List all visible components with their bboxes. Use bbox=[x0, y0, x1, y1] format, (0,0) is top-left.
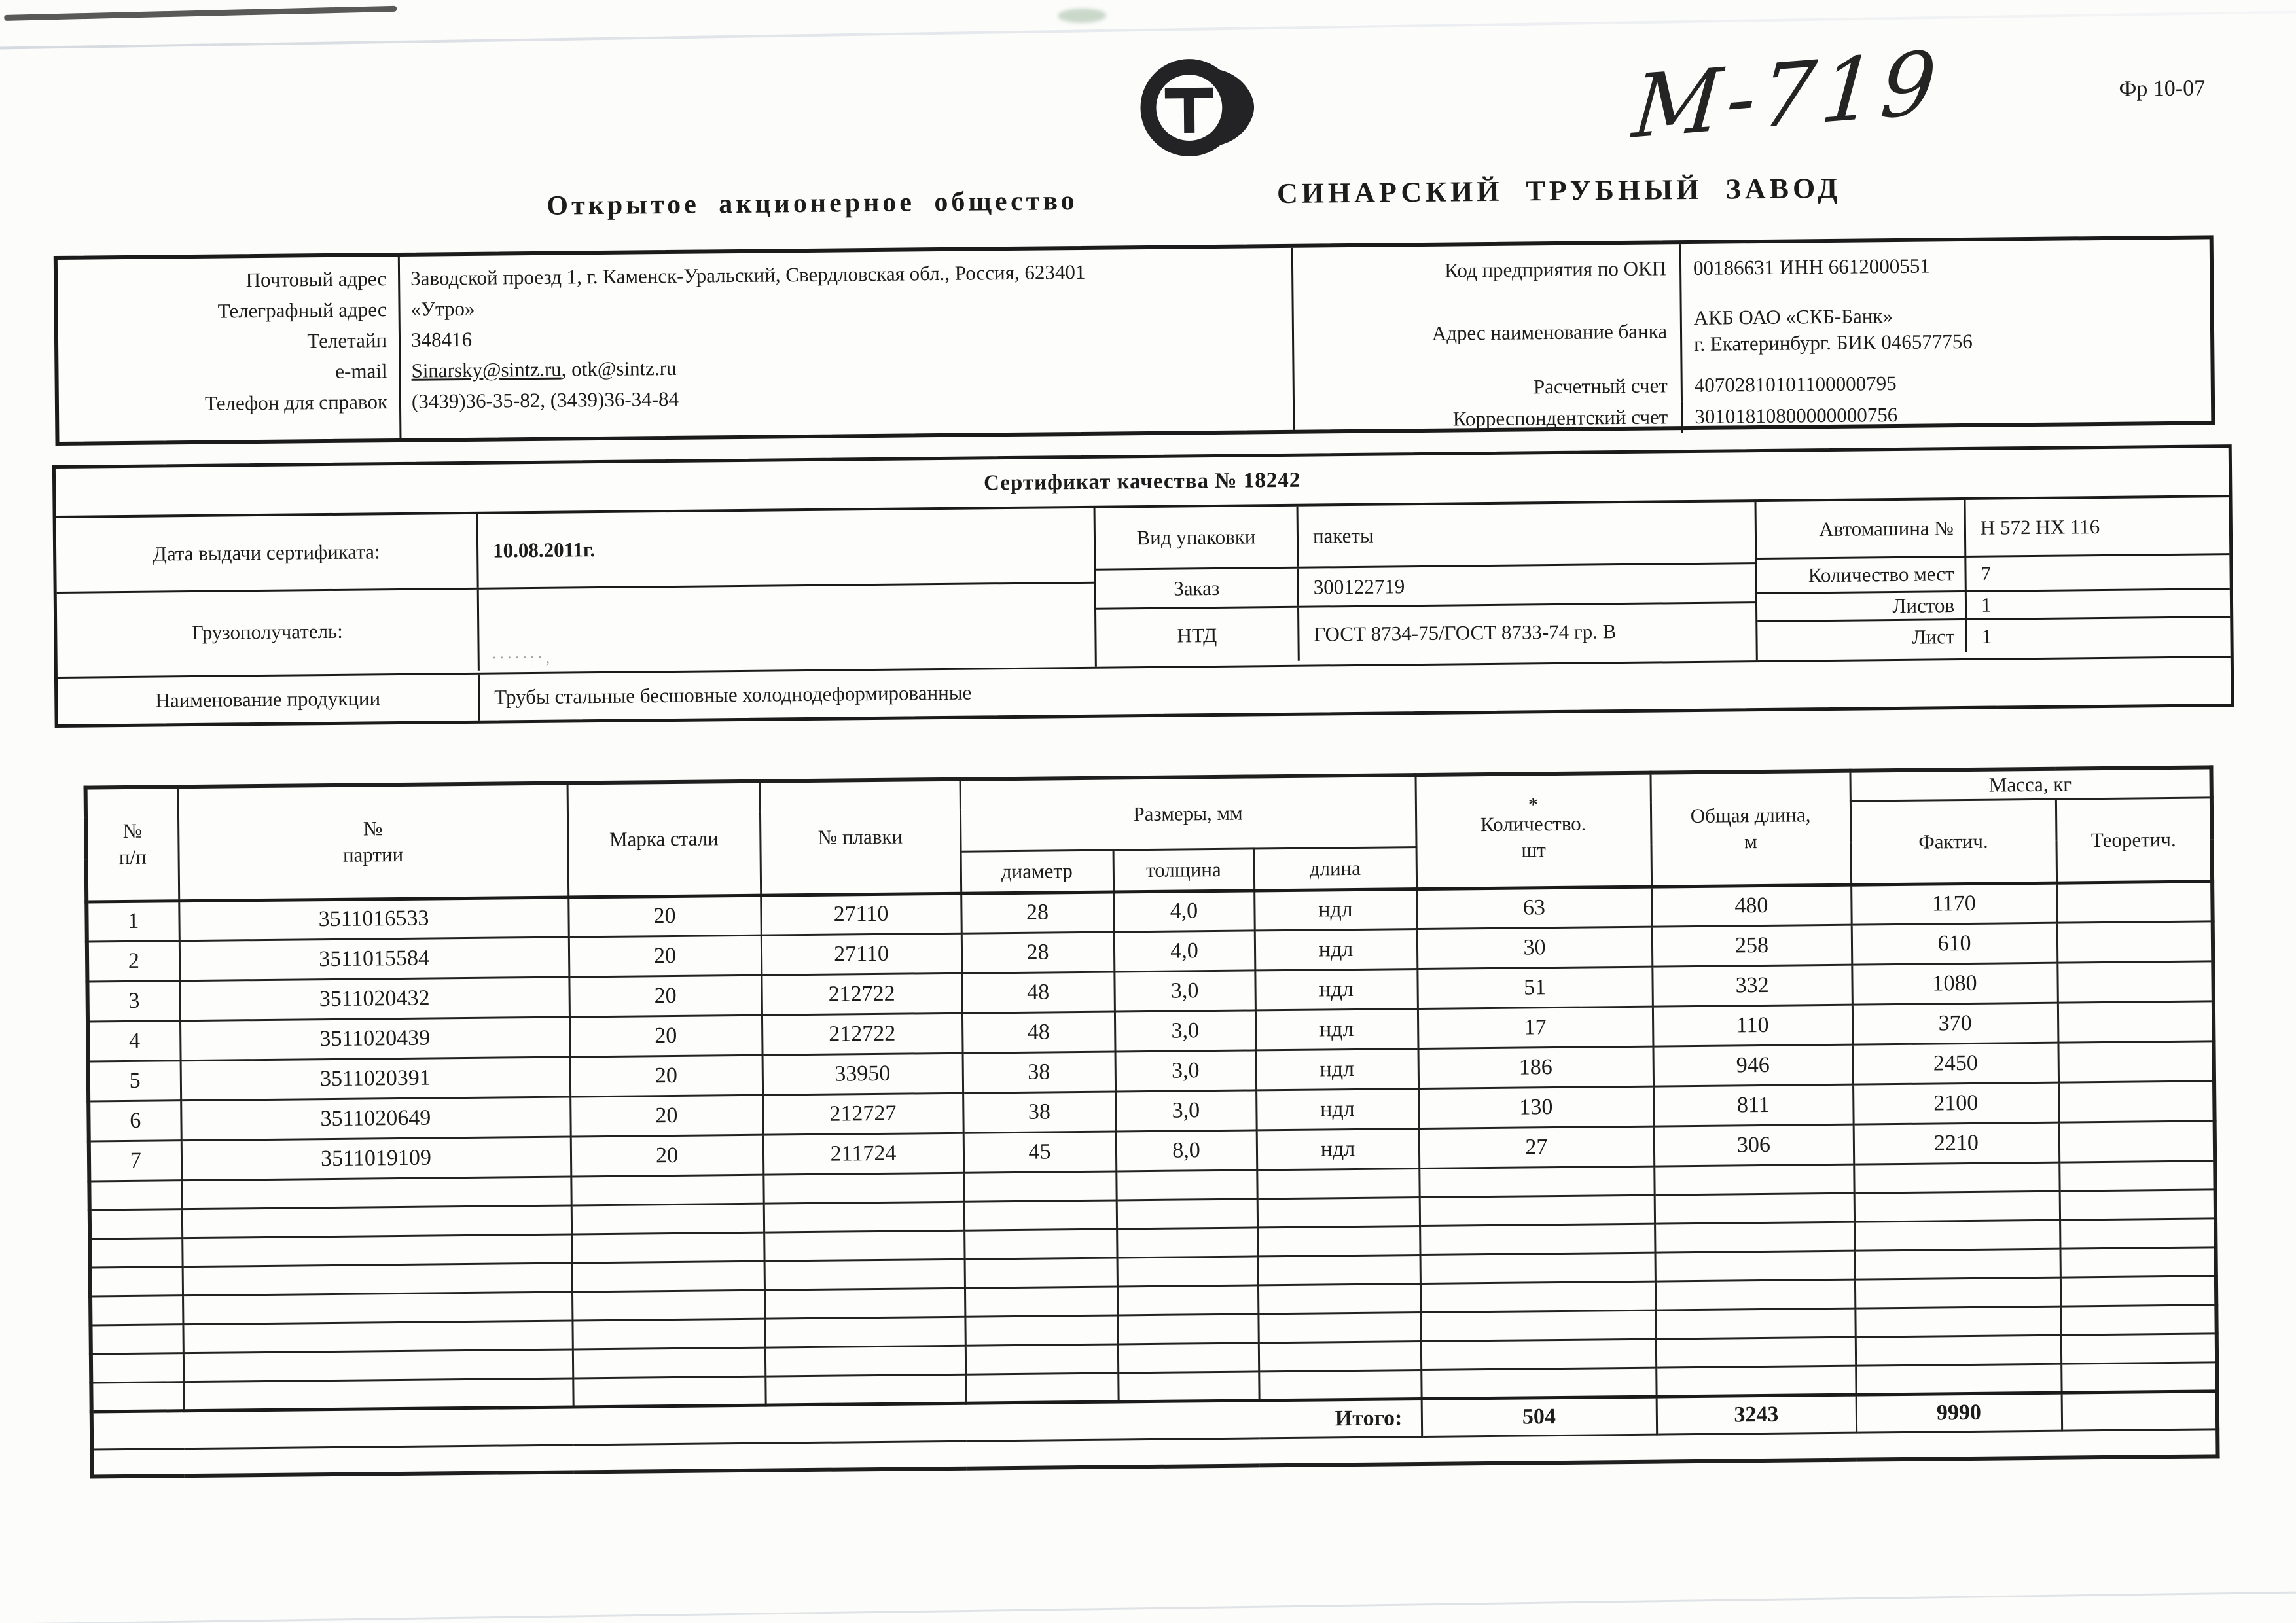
table-cell: 3511019109 bbox=[181, 1136, 571, 1180]
table-cell bbox=[764, 1202, 964, 1232]
bank-name-text: АКБ ОАО «СКБ-Банк» bbox=[1693, 304, 1893, 329]
table-cell bbox=[1258, 1283, 1420, 1313]
table-cell bbox=[2059, 1120, 2215, 1162]
table-cell: 610 bbox=[1852, 923, 2058, 965]
sheets-value: 1 bbox=[1965, 590, 2230, 618]
certificate-block bbox=[52, 444, 2234, 728]
pipes-table bbox=[84, 765, 2220, 1478]
table-cell: 51 bbox=[1417, 967, 1653, 1008]
table-cell bbox=[90, 1266, 183, 1296]
table-cell: ндл bbox=[1254, 889, 1417, 930]
contact-values-column bbox=[398, 248, 1293, 438]
table-cell: 2100 bbox=[1853, 1082, 2059, 1124]
table-cell: 27 bbox=[1419, 1126, 1655, 1168]
table-cell bbox=[1258, 1312, 1420, 1342]
totals-label: Итого: bbox=[92, 1399, 1422, 1450]
table-cell: 3 bbox=[87, 980, 180, 1021]
table-cell bbox=[1116, 1169, 1257, 1200]
table-cell: 3511020649 bbox=[181, 1096, 571, 1140]
table-cell bbox=[1854, 1191, 2060, 1222]
table-cell bbox=[1259, 1370, 1421, 1400]
table-cell bbox=[1654, 1164, 1854, 1195]
order-value: 300122719 bbox=[1297, 564, 1755, 606]
table-cell bbox=[1656, 1337, 1856, 1368]
places-row bbox=[1757, 553, 2229, 592]
table-cell bbox=[183, 1291, 572, 1324]
table-cell bbox=[1257, 1197, 1420, 1227]
table-cell: 1170 bbox=[1851, 883, 2057, 925]
table-cell bbox=[90, 1295, 183, 1325]
table-cell bbox=[1855, 1277, 2060, 1308]
col-header-num: № п/п bbox=[86, 787, 179, 901]
table-cell bbox=[572, 1261, 764, 1292]
table-cell bbox=[90, 1238, 182, 1267]
table-cell bbox=[2058, 1001, 2214, 1042]
table-cell: 4,0 bbox=[1113, 890, 1255, 931]
table-cell bbox=[965, 1315, 1117, 1345]
table-cell bbox=[89, 1180, 181, 1209]
table-cell: 332 bbox=[1652, 965, 1852, 1007]
table-cell bbox=[965, 1372, 1118, 1402]
consignee-row bbox=[57, 582, 1095, 675]
table-cell bbox=[964, 1228, 1117, 1258]
table-cell: 211724 bbox=[763, 1133, 964, 1175]
table-cell: 212722 bbox=[762, 1013, 963, 1055]
table-cell: 7 bbox=[89, 1140, 182, 1181]
table-cell bbox=[91, 1382, 183, 1411]
table-cell bbox=[1854, 1220, 2060, 1251]
table-cell: 811 bbox=[1653, 1084, 1854, 1126]
col-header-steel: Марка стали bbox=[567, 781, 761, 897]
table-cell bbox=[1420, 1195, 1655, 1226]
table-cell: 28 bbox=[961, 932, 1115, 973]
correspondent-account-value bbox=[1681, 396, 2211, 433]
certificate-title: Сертификат качества № 18242 bbox=[56, 448, 2229, 518]
table-cell bbox=[2059, 1160, 2215, 1190]
table-cell: 186 bbox=[1418, 1046, 1653, 1088]
col-header-sizes: Размеры, мм bbox=[960, 775, 1416, 851]
col-header-qty bbox=[1415, 773, 1651, 889]
bank-label: Корреспондентский счет bbox=[1452, 405, 1668, 431]
phone-numbers: (3439)36-35-82, (3439)36-34-84 bbox=[411, 387, 679, 413]
table-cell bbox=[2061, 1362, 2217, 1392]
table-cell bbox=[965, 1286, 1117, 1316]
table-cell bbox=[2060, 1189, 2215, 1219]
contact-label: Телеграфный адрес bbox=[217, 298, 387, 323]
col-header-length: длина bbox=[1254, 847, 1417, 890]
table-cell: 946 bbox=[1653, 1044, 1853, 1086]
contact-label: Телетайп bbox=[307, 329, 387, 353]
table-cell bbox=[1257, 1168, 1419, 1198]
bank-city-bik-text: г. Екатеринбург. БИК 046577756 bbox=[1694, 329, 1973, 355]
totals-mass-fact: 9990 bbox=[1856, 1393, 2062, 1433]
table-cell: 3511020439 bbox=[180, 1017, 570, 1061]
sheet-row bbox=[1757, 616, 2230, 654]
table-cell bbox=[573, 1347, 765, 1378]
ntd-value: ГОСТ 8734-75/ГОСТ 8733-74 гр. В bbox=[1297, 603, 1756, 661]
pipe-table-empty-rows bbox=[89, 1160, 2217, 1411]
table-cell: 130 bbox=[1418, 1086, 1654, 1128]
table-cell: 3511015584 bbox=[179, 937, 569, 981]
product-value: Трубы стальные бесшовные холоднодеформированные bbox=[478, 658, 2231, 721]
table-cell bbox=[1655, 1222, 1854, 1253]
table-cell: 1080 bbox=[1852, 963, 2058, 1005]
table-cell: 38 bbox=[963, 1052, 1116, 1093]
totals-length: 3243 bbox=[1657, 1395, 1857, 1435]
table-cell: 33950 bbox=[762, 1053, 963, 1095]
table-cell bbox=[1856, 1364, 2061, 1395]
packing-label: Вид упаковки bbox=[1136, 525, 1256, 550]
table-cell bbox=[2060, 1218, 2215, 1248]
table-cell bbox=[571, 1204, 764, 1234]
table-cell: 20 bbox=[568, 895, 761, 937]
table-cell: 30 bbox=[1417, 927, 1653, 969]
product-label: Наименование продукции bbox=[155, 687, 381, 712]
table-cell bbox=[964, 1200, 1117, 1230]
totals-mass-theor bbox=[2062, 1391, 2218, 1430]
certificate-body bbox=[56, 497, 2231, 677]
table-cell bbox=[764, 1259, 965, 1290]
table-cell bbox=[1655, 1193, 1854, 1224]
table-cell bbox=[182, 1234, 571, 1266]
table-cell bbox=[1117, 1285, 1258, 1315]
table-cell bbox=[1655, 1308, 1855, 1339]
table-cell bbox=[764, 1230, 964, 1261]
table-cell bbox=[2060, 1304, 2216, 1334]
places-label: Количество мест bbox=[1808, 562, 1954, 587]
table-cell bbox=[1856, 1335, 2061, 1366]
table-cell: 370 bbox=[1852, 1003, 2058, 1044]
table-cell: 3,0 bbox=[1115, 1050, 1257, 1091]
certificate-right-group bbox=[1755, 497, 2231, 660]
table-cell bbox=[965, 1257, 1117, 1287]
scan-artifact: ·······‚ bbox=[491, 647, 553, 668]
table-cell: ндл bbox=[1255, 1008, 1418, 1050]
certificate-left-group bbox=[56, 508, 1095, 677]
sheet-value: 1 bbox=[1965, 618, 2230, 652]
totals-qty: 504 bbox=[1422, 1397, 1657, 1436]
certificate-middle-group bbox=[1094, 502, 1756, 667]
table-cell bbox=[571, 1175, 763, 1205]
scan-artifact bbox=[1, 1591, 2296, 1623]
table-cell bbox=[90, 1209, 182, 1238]
table-cell: 20 bbox=[569, 935, 762, 977]
ntd-row bbox=[1096, 601, 1756, 663]
table-cell bbox=[182, 1205, 571, 1238]
col-header-diameter: диаметр bbox=[961, 850, 1114, 893]
telegraph-address: «Утро» bbox=[410, 296, 475, 321]
table-cell bbox=[1420, 1281, 1655, 1312]
table-cell bbox=[571, 1232, 764, 1263]
table-cell: 8,0 bbox=[1116, 1130, 1257, 1171]
table-cell: ндл bbox=[1257, 1128, 1420, 1169]
table-cell: 258 bbox=[1652, 925, 1852, 967]
col-header-total-len: Общая длина, м bbox=[1650, 771, 1851, 887]
table-cell: 3,0 bbox=[1115, 1010, 1256, 1051]
table-cell bbox=[573, 1376, 765, 1407]
settlement-account-text: 40702810101100000795 bbox=[1694, 371, 1897, 397]
scan-artifact bbox=[4, 6, 397, 21]
table-cell bbox=[1257, 1226, 1420, 1256]
plant-name-title: СИНАРСКИЙ ТРУБНЫЙ ЗАВОД bbox=[1276, 171, 1842, 210]
handwritten-mark: М-719 bbox=[1629, 32, 1945, 159]
email-secondary: , otk@sintz.ru bbox=[561, 356, 677, 381]
table-cell: 3511020391 bbox=[181, 1056, 571, 1100]
table-cell: ндл bbox=[1256, 1088, 1419, 1130]
col-header-mass-theor: Теоретич. bbox=[2056, 797, 2212, 882]
contact-label: Почтовый адрес bbox=[245, 267, 387, 292]
table-cell bbox=[2061, 1333, 2217, 1363]
table-cell: 20 bbox=[571, 1135, 764, 1177]
table-cell bbox=[1117, 1227, 1257, 1257]
bank-section bbox=[1291, 239, 2212, 429]
org-type-title: Открытое акционерное общество bbox=[547, 185, 1078, 221]
table-cell: 28 bbox=[961, 892, 1114, 933]
qty-asterisk: * bbox=[1528, 794, 1539, 816]
truck-value: Н 572 НХ 116 bbox=[1964, 497, 2229, 556]
pipe-table-body bbox=[86, 881, 2215, 1181]
table-cell: 38 bbox=[963, 1091, 1116, 1132]
table-cell bbox=[91, 1353, 183, 1382]
table-cell bbox=[2057, 961, 2214, 1002]
table-cell: 306 bbox=[1654, 1124, 1854, 1166]
postal-address: Заводской проезд 1, г. Каменск-Уральский, Свердловская обл., Россия, 623401 bbox=[410, 260, 1086, 290]
table-cell bbox=[1421, 1339, 1656, 1370]
bank-name-value bbox=[1679, 287, 2210, 370]
table-cell: 212722 bbox=[761, 973, 962, 1015]
table-cell: 63 bbox=[1416, 887, 1652, 929]
table-cell: 3511016533 bbox=[179, 897, 569, 941]
table-cell bbox=[183, 1349, 573, 1382]
form-code: Фр 10-07 bbox=[2119, 76, 2206, 101]
packing-row bbox=[1096, 502, 1755, 569]
col-header-batch: № партии bbox=[178, 783, 569, 901]
qty-label: Количество. шт bbox=[1480, 812, 1587, 862]
table-cell bbox=[2057, 921, 2214, 962]
col-header-mass-fact: Фактич. bbox=[1850, 799, 2056, 885]
table-cell: 27110 bbox=[761, 893, 961, 935]
issue-date-row bbox=[56, 508, 1094, 592]
contact-label: e-mail bbox=[335, 359, 387, 383]
table-cell bbox=[764, 1288, 965, 1319]
packing-value: пакеты bbox=[1297, 502, 1755, 567]
table-cell: 20 bbox=[570, 1095, 763, 1137]
table-cell bbox=[572, 1290, 764, 1321]
sheets-label: Листов bbox=[1892, 594, 1955, 618]
table-cell: 6 bbox=[88, 1100, 181, 1141]
table-cell bbox=[2058, 1041, 2214, 1082]
table-cell: 48 bbox=[962, 1012, 1115, 1053]
truck-label: Автомашина № bbox=[1819, 516, 1954, 541]
table-cell: 20 bbox=[569, 1015, 762, 1057]
truck-row bbox=[1757, 497, 2230, 558]
table-cell bbox=[763, 1173, 963, 1204]
table-cell bbox=[764, 1317, 965, 1347]
col-header-thickness: толщина bbox=[1113, 848, 1255, 891]
table-cell: 2 bbox=[87, 940, 180, 981]
table-cell: 5 bbox=[88, 1060, 181, 1101]
table-cell bbox=[1117, 1313, 1258, 1344]
table-cell bbox=[183, 1378, 573, 1410]
col-header-mass: Масса, кг bbox=[1850, 767, 2211, 800]
table-cell bbox=[963, 1171, 1116, 1201]
correspondent-account-text: 30101810800000000756 bbox=[1695, 402, 1898, 428]
table-cell bbox=[1420, 1224, 1655, 1255]
table-cell: 20 bbox=[569, 975, 762, 1017]
table-cell: ндл bbox=[1256, 1048, 1419, 1090]
table-cell bbox=[1655, 1251, 1855, 1281]
order-label: Заказ bbox=[1174, 576, 1220, 600]
table-cell: 45 bbox=[963, 1131, 1117, 1172]
order-row bbox=[1096, 562, 1755, 608]
table-cell bbox=[1118, 1371, 1259, 1401]
okp-inn-text: 00186631 ИНН 6612000551 bbox=[1693, 254, 1930, 279]
scan-artifact bbox=[0, 10, 2296, 50]
contact-labels-column bbox=[58, 257, 400, 442]
places-value: 7 bbox=[1964, 555, 2229, 590]
issue-date-value: 10.08.2011г. bbox=[476, 508, 1094, 588]
table-cell: ндл bbox=[1255, 969, 1418, 1010]
bank-label: Расчетный счет bbox=[1533, 374, 1668, 399]
contact-label: Телефон для справок bbox=[204, 390, 388, 415]
table-cell: 2210 bbox=[1854, 1122, 2060, 1164]
company-info-block bbox=[54, 235, 2215, 446]
email-primary: Sinarsky@sintz.ru bbox=[411, 357, 562, 382]
table-cell bbox=[1419, 1166, 1654, 1197]
settlement-account-value bbox=[1681, 365, 2211, 401]
bank-label: Код предприятия по ОКП bbox=[1444, 257, 1667, 282]
table-cell bbox=[2058, 1080, 2215, 1122]
table-cell bbox=[183, 1262, 572, 1295]
table-cell bbox=[1117, 1256, 1258, 1286]
table-cell bbox=[1117, 1198, 1257, 1228]
table-cell bbox=[2060, 1275, 2216, 1306]
table-cell bbox=[1854, 1162, 2059, 1193]
table-cell bbox=[1655, 1279, 1855, 1310]
table-cell: 480 bbox=[1651, 885, 1852, 927]
table-cell bbox=[1421, 1368, 1656, 1399]
table-cell bbox=[90, 1324, 183, 1353]
table-cell bbox=[1855, 1306, 2060, 1337]
table-cell: 3,0 bbox=[1114, 970, 1255, 1011]
table-cell bbox=[1420, 1310, 1655, 1341]
scan-artifact bbox=[1058, 9, 1106, 24]
table-cell bbox=[2060, 1247, 2215, 1277]
table-cell bbox=[183, 1320, 572, 1353]
table-cell: ндл bbox=[1255, 929, 1418, 970]
bank-label: Адрес наименование банка bbox=[1431, 319, 1668, 345]
ntd-label: НТД bbox=[1177, 623, 1217, 647]
table-cell: 2450 bbox=[1852, 1043, 2058, 1084]
table-cell bbox=[765, 1374, 965, 1405]
consignee-label: Грузополучатель: bbox=[191, 619, 343, 645]
table-cell: 4 bbox=[88, 1020, 181, 1061]
table-cell: 48 bbox=[961, 972, 1115, 1013]
table-cell bbox=[1258, 1255, 1420, 1285]
sheet-label: Лист bbox=[1912, 624, 1955, 649]
table-cell: 17 bbox=[1418, 1007, 1653, 1048]
table-cell: 4,0 bbox=[1114, 930, 1255, 971]
table-cell: 20 bbox=[570, 1055, 763, 1097]
table-cell: 3,0 bbox=[1115, 1090, 1257, 1131]
table-cell bbox=[765, 1346, 965, 1376]
table-cell: 27110 bbox=[761, 933, 962, 975]
consignee-value bbox=[477, 584, 1095, 671]
teletype-number: 348416 bbox=[410, 327, 473, 351]
table-cell bbox=[1118, 1342, 1259, 1372]
plant-logo-icon bbox=[1133, 52, 1263, 164]
okp-inn-value bbox=[1679, 239, 2210, 293]
table-cell: 3511020432 bbox=[179, 977, 569, 1021]
issue-date-label: Дата выдачи сертификата: bbox=[152, 540, 380, 565]
table-cell: 212727 bbox=[762, 1093, 963, 1135]
contact-section bbox=[58, 248, 1293, 442]
table-cell bbox=[572, 1319, 764, 1349]
table-cell bbox=[181, 1176, 571, 1209]
table-cell: 110 bbox=[1653, 1005, 1853, 1046]
table-cell bbox=[2056, 881, 2213, 922]
table-cell bbox=[1854, 1249, 2060, 1279]
table-cell bbox=[1259, 1341, 1421, 1371]
sheets-row bbox=[1757, 588, 2230, 620]
table-cell bbox=[1656, 1366, 1856, 1397]
pipes-table-header bbox=[86, 767, 2213, 901]
table-cell bbox=[1420, 1253, 1655, 1283]
table-cell bbox=[965, 1344, 1118, 1374]
table-cell: 1 bbox=[86, 901, 179, 941]
col-header-melt: № плавки bbox=[760, 779, 961, 895]
